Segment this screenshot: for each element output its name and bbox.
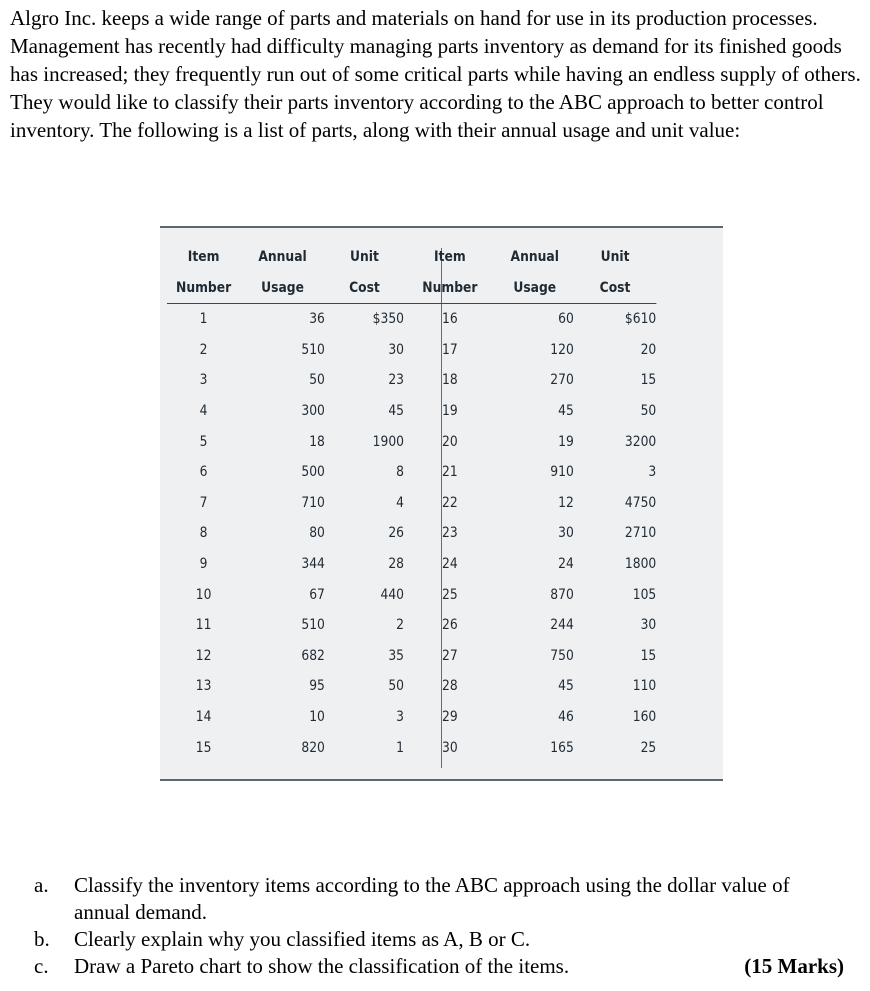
unit-cost-cell: 110 — [632, 678, 657, 695]
unit-cost-cell: 160 — [632, 709, 657, 726]
parts-table — [167, 241, 656, 763]
header-cost: Cost — [574, 272, 656, 304]
table-row — [167, 610, 656, 641]
header-item: Item — [434, 248, 466, 265]
item-number-cell: 23 — [442, 525, 458, 542]
annual-usage-cell: 60 — [558, 311, 574, 328]
item-number-cell: 19 — [442, 403, 458, 420]
item-number-cell: 26 — [442, 617, 458, 634]
annual-usage-cell: 45 — [558, 678, 574, 695]
table-row — [167, 702, 656, 733]
annual-usage-cell: 45 — [558, 403, 574, 420]
question-label: b. — [34, 927, 50, 951]
item-number-cell: 28 — [442, 678, 458, 695]
item-number-cell: 17 — [442, 341, 458, 358]
item-number-cell: 29 — [442, 709, 458, 726]
marks-label: (15 Marks) — [744, 954, 844, 978]
unit-cost-cell: 3 — [648, 464, 657, 481]
table-row — [167, 671, 656, 702]
unit-cost-cell: $610 — [624, 311, 657, 328]
unit-cost-cell: 2710 — [624, 525, 657, 542]
problem-statement: Algro Inc. keeps a wide range of parts and materials on hand for use in its production processes. Management has recently had difficulty managing parts inventory as demand for its finished goods has increased; they frequently run out of some critical parts while having an endless supply of others. They would like to classify their parts inventory according to the ABC approach to better control inventory. The following is a list of parts, along with their annual usage and unit value: — [10, 6, 861, 142]
item-number-cell: 9 — [199, 556, 208, 573]
annual-usage-cell: 710 — [301, 494, 325, 511]
header-unit: Unit — [350, 248, 379, 265]
unit-cost-cell: 8 — [396, 464, 405, 481]
question-a — [34, 872, 844, 926]
annual-usage-cell: 510 — [301, 341, 325, 358]
annual-usage-cell: 682 — [301, 647, 325, 664]
item-number-cell: 6 — [199, 464, 208, 481]
item-number-cell: 25 — [442, 586, 458, 603]
table-row — [167, 335, 656, 366]
item-number-cell: 20 — [442, 433, 458, 450]
item-number-cell: 12 — [195, 647, 212, 664]
unit-cost-cell: 26 — [388, 525, 405, 542]
item-number-cell: 18 — [442, 372, 458, 389]
unit-cost-cell: 1900 — [372, 433, 405, 450]
item-number-cell: 2 — [199, 341, 208, 358]
item-number-cell: 13 — [195, 678, 212, 695]
header-usage: Usage — [240, 272, 325, 304]
table-row — [167, 488, 656, 519]
question-label: c. — [34, 954, 49, 978]
table-row — [167, 396, 656, 427]
item-number-cell: 8 — [199, 525, 208, 542]
header-number: Number — [167, 272, 240, 304]
header-annual: Annual — [258, 248, 307, 265]
item-number-cell: 5 — [199, 433, 208, 450]
annual-usage-cell: 120 — [550, 341, 574, 358]
table-row — [167, 579, 656, 610]
header-usage: Usage — [496, 272, 574, 304]
unit-cost-cell: 3 — [396, 709, 405, 726]
table-row — [167, 518, 656, 549]
header-item: Item — [187, 248, 220, 265]
item-number-cell: 11 — [195, 617, 212, 634]
header-annual: Annual — [510, 248, 559, 265]
question-list — [34, 872, 844, 980]
unit-cost-cell: 25 — [640, 739, 657, 756]
item-number-cell: 27 — [442, 647, 458, 664]
question-text: Draw a Pareto chart to show the classification of the items. — [74, 954, 570, 978]
annual-usage-cell: 165 — [550, 739, 574, 756]
annual-usage-cell: 300 — [301, 403, 325, 420]
annual-usage-cell: 50 — [309, 372, 325, 389]
table-header-row — [167, 241, 656, 272]
annual-usage-cell: 244 — [550, 617, 574, 634]
item-number-cell: 30 — [442, 739, 458, 756]
unit-cost-cell: 45 — [388, 403, 405, 420]
annual-usage-cell: 46 — [558, 709, 574, 726]
annual-usage-cell: 95 — [309, 678, 325, 695]
annual-usage-cell: 80 — [309, 525, 325, 542]
item-number-cell: 10 — [195, 586, 212, 603]
annual-usage-cell: 18 — [309, 433, 325, 450]
item-number-cell: 22 — [442, 494, 458, 511]
header-unit: Unit — [600, 248, 630, 265]
table-row — [167, 732, 656, 763]
unit-cost-cell: 105 — [632, 586, 657, 603]
annual-usage-cell: 270 — [550, 372, 574, 389]
unit-cost-cell: 1 — [396, 739, 405, 756]
annual-usage-cell: 820 — [301, 739, 325, 756]
annual-usage-cell: 870 — [550, 586, 574, 603]
item-number-cell: 14 — [195, 709, 212, 726]
item-number-cell: 4 — [199, 403, 208, 420]
unit-cost-cell: 15 — [640, 372, 657, 389]
table-row — [167, 641, 656, 672]
item-number-cell: 15 — [195, 739, 212, 756]
annual-usage-cell: 36 — [309, 311, 325, 328]
question-c — [34, 953, 844, 980]
unit-cost-cell: 20 — [640, 341, 657, 358]
question-text: Clearly explain why you classified items as A, B or C. — [74, 927, 531, 951]
item-number-cell: 3 — [199, 372, 208, 389]
unit-cost-cell: 15 — [640, 647, 657, 664]
item-number-cell: 7 — [199, 494, 208, 511]
unit-cost-cell: 440 — [380, 586, 405, 603]
question-b — [34, 926, 844, 953]
unit-cost-cell: 3200 — [624, 433, 657, 450]
item-number-cell: 1 — [199, 311, 208, 328]
item-number-cell: 16 — [442, 311, 458, 328]
table-row — [167, 549, 656, 580]
question-text: Classify the inventory items according to the ABC approach using the dollar value of annual demand. — [74, 873, 790, 924]
header-cost: Cost — [325, 272, 404, 304]
annual-usage-cell: 750 — [550, 647, 574, 664]
annual-usage-cell: 500 — [301, 464, 325, 481]
annual-usage-cell: 24 — [558, 556, 574, 573]
annual-usage-cell: 510 — [301, 617, 325, 634]
table-row — [167, 457, 656, 488]
parts-table-panel — [160, 226, 723, 781]
item-number-cell: 24 — [442, 556, 458, 573]
unit-cost-cell: 28 — [388, 556, 405, 573]
unit-cost-cell: 2 — [396, 617, 405, 634]
table-header-row — [167, 272, 656, 304]
unit-cost-cell: 50 — [640, 403, 657, 420]
annual-usage-cell: 10 — [309, 709, 325, 726]
header-number: Number — [404, 272, 496, 304]
annual-usage-cell: 19 — [558, 433, 574, 450]
item-number-cell: 21 — [442, 464, 458, 481]
table-row — [167, 426, 656, 457]
annual-usage-cell: 67 — [309, 586, 325, 603]
unit-cost-cell: 23 — [388, 372, 405, 389]
unit-cost-cell: $350 — [372, 311, 405, 328]
table-row — [167, 304, 656, 335]
annual-usage-cell: 910 — [550, 464, 574, 481]
annual-usage-cell: 344 — [301, 556, 325, 573]
unit-cost-cell: 30 — [388, 341, 405, 358]
question-label: a. — [34, 873, 49, 897]
parts-table-body — [167, 304, 656, 763]
unit-cost-cell: 30 — [640, 617, 657, 634]
annual-usage-cell: 30 — [558, 525, 574, 542]
unit-cost-cell: 1800 — [624, 556, 657, 573]
unit-cost-cell: 4750 — [624, 494, 657, 511]
annual-usage-cell: 12 — [558, 494, 574, 511]
unit-cost-cell: 35 — [388, 647, 405, 664]
table-row — [167, 365, 656, 396]
unit-cost-cell: 4 — [396, 494, 405, 511]
unit-cost-cell: 50 — [388, 678, 405, 695]
